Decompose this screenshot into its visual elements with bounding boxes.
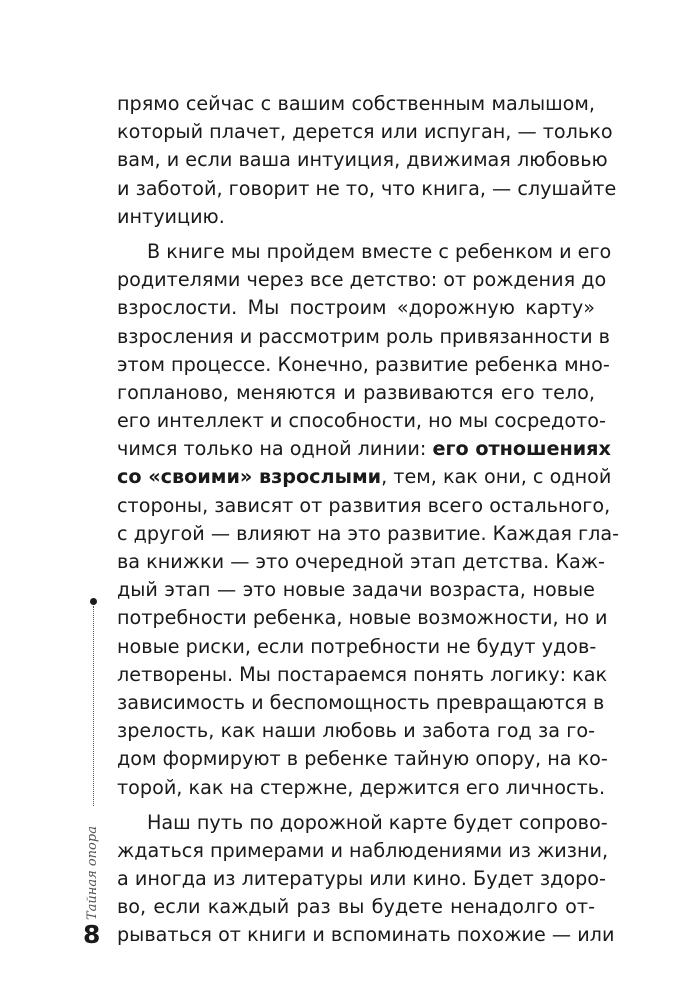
text-line: ва книжки — это очередной этап детства. Каж- — [117, 550, 605, 573]
text-line: этом процессе. Конечно, развитие ребенка мно- — [117, 352, 610, 376]
text-line: интуицию. — [117, 204, 225, 228]
text-line-mixed — [117, 435, 611, 463]
text-line: Наш путь по дорожной карте будет сопрово- — [147, 810, 608, 834]
page-number: 8 — [83, 920, 101, 949]
text-line-mixed — [117, 463, 612, 491]
running-title-sidebar — [79, 598, 107, 932]
body-text — [117, 90, 620, 950]
text-span: чимся только на одной линии: — [117, 437, 433, 461]
dotted-divider — [93, 606, 94, 806]
text-line: новые риски, если потребности не будут удов- — [117, 634, 597, 658]
text-line: рываться от книги и вспоминать похожие — или — [117, 923, 615, 947]
text-line: летворены. Мы постараемся понять логику: как — [117, 662, 608, 686]
text-line: зрелость, как наши любовь и забота год за го- — [117, 719, 595, 743]
text-line: который плачет, дерется или испуган, — только — [117, 120, 613, 144]
text-line: потребности ребенка, новые возможности, но и — [117, 606, 608, 630]
text-line: и заботой, говорит не то, что книга, — слушайте — [117, 176, 617, 200]
text-line: с другой — влияют на это развитие. Каждая гла- — [117, 521, 620, 545]
text-line: В книге мы пройдем вместе с ребенком и его — [147, 239, 612, 263]
text-line: родителями через все детство: от рождения до — [117, 268, 607, 292]
text-line: вам, и если ваша интуиция, движимая любовью — [117, 148, 608, 172]
text-line: прямо сейчас с вашим собственным малышом, — [117, 92, 595, 115]
text-line: дый этап — это новые задачи возраста, новые — [117, 578, 595, 602]
text-span: , тем, как они, с одной — [381, 465, 612, 489]
text-line: ждаться примерами и наблюдениями из жизни, — [117, 838, 609, 862]
text-line: гопланово, меняются и развиваются его тело, — [117, 380, 595, 404]
text-line: его интеллект и способности, но мы сосредото- — [117, 409, 606, 433]
emphasis-text: его отношениях — [432, 437, 611, 461]
text-line: торой, как на стержне, держится его личность. — [117, 775, 606, 799]
text-line: во, если каждый раз вы будете ненадолго от- — [117, 895, 595, 919]
text-line: зависимость и беспомощность превращаются в — [117, 690, 605, 714]
text-line: взросления и рассмотрим роль привязанности в — [117, 324, 610, 348]
bullet-dot-icon — [90, 598, 97, 605]
text-line: а иногда из литературы или кино. Будет здоро- — [117, 867, 606, 891]
text-line: дом формируют в ребенке тайную опору, на ко- — [117, 747, 608, 771]
running-title: Тайная опора — [85, 826, 100, 920]
text-line: стороны, зависят от развития всего остального, — [117, 493, 611, 517]
text-line: взрослости. Мы построим «дорожную карту» — [117, 296, 595, 320]
emphasis-text: со «своими» взрослыми — [117, 465, 382, 489]
